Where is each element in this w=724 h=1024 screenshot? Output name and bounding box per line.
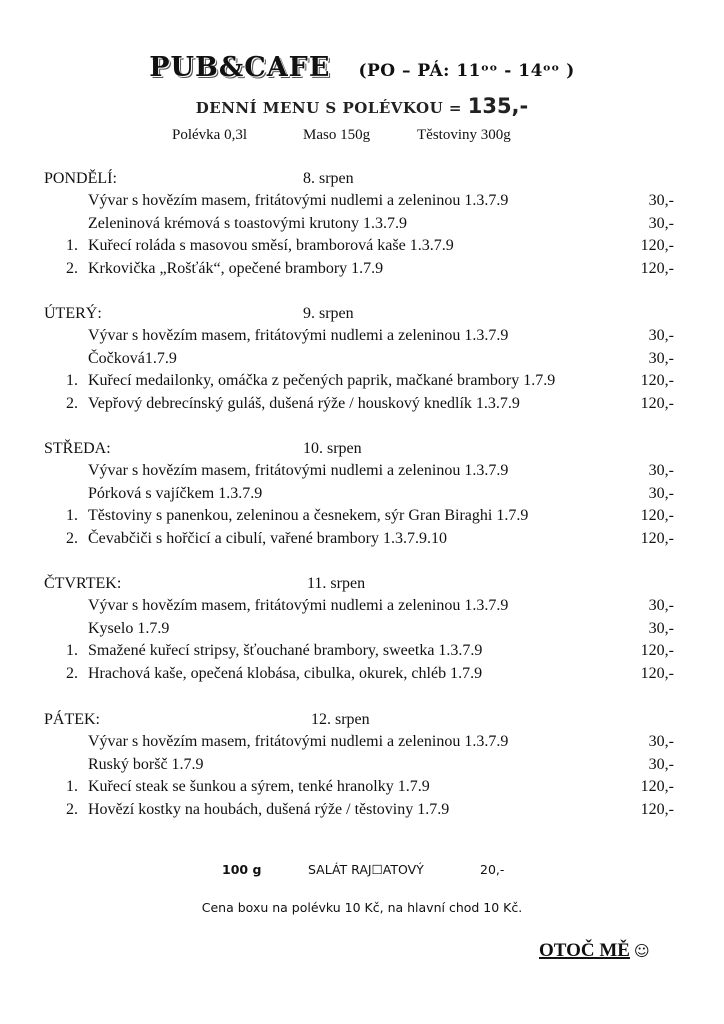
- menu-item: [0, 260, 724, 283]
- menu-item: [0, 327, 724, 350]
- subtitle-row: [0, 94, 724, 118]
- item-dish: Pórková s vajíčkem 1.3.7.9: [88, 484, 263, 502]
- menu-item: [0, 778, 724, 801]
- menu-item: [0, 462, 724, 485]
- menu-item: [0, 597, 724, 620]
- item-number: 1.: [66, 642, 78, 659]
- item-price: 120,-: [640, 642, 674, 659]
- daily-menu-price: 135,-: [467, 94, 529, 118]
- item-dish: Krkovička „Rošťák“, opečené brambory 1.7.9: [88, 259, 384, 277]
- day-date: 9. srpen: [303, 305, 354, 322]
- item-dish: Vývar s hovězím masem, fritátovými nudlemi a zeleninou 1.3.7.9: [88, 733, 509, 750]
- item-price: 30,-: [648, 733, 674, 750]
- item-dish: Vývar s hovězím masem, fritátovými nudlemi a zeleninou 1.3.7.9: [88, 462, 509, 479]
- item-dish: Hovězí kostky na houbách, dušená rýže / těstoviny 1.7.9: [88, 800, 450, 818]
- day-name: PÁTEK:: [44, 711, 100, 728]
- menu-item: [0, 237, 724, 260]
- item-dish: Kyselo 1.7.9: [88, 619, 170, 637]
- item-price: 30,-: [648, 327, 674, 344]
- menu-item: [0, 642, 724, 665]
- day-section-friday: [0, 711, 724, 823]
- smiley-icon: ☺: [633, 942, 650, 960]
- item-price: 120,-: [640, 529, 674, 547]
- menu-item: [0, 507, 724, 530]
- menu-item: [0, 620, 724, 643]
- menu-item: [0, 485, 724, 508]
- turn-over-label: OTOČ MĚ: [539, 940, 630, 961]
- menu-item: [0, 372, 724, 395]
- day-date: 12. srpen: [311, 711, 370, 728]
- day-section-monday: [0, 170, 724, 282]
- portion-meat: Maso 150g: [303, 127, 371, 143]
- item-number: 1.: [66, 237, 78, 254]
- portion-pasta: Těstoviny 300g: [417, 127, 511, 143]
- opening-hours: (PO – PÁ: 11ᵒᵒ - 14ᵒᵒ ): [358, 61, 575, 81]
- item-dish: Kuřecí steak se šunkou a sýrem, tenké hranolky 1.7.9: [88, 778, 430, 795]
- title-row: [0, 52, 724, 83]
- item-price: 30,-: [648, 349, 674, 367]
- portion-soup: Polévka 0,3l: [172, 127, 247, 143]
- day-name: PONDĚLÍ:: [44, 170, 117, 187]
- item-price: 120,-: [640, 259, 674, 277]
- day-section-thursday: [0, 575, 724, 687]
- item-price: 30,-: [648, 192, 674, 209]
- salad-price: 20,-: [480, 862, 505, 877]
- item-dish: Kuřecí medailonky, omáčka z pečených paprik, mačkané brambory 1.7.9: [88, 372, 556, 389]
- item-dish: Ruský boršč 1.7.9: [88, 755, 204, 773]
- menu-item: [0, 395, 724, 418]
- menu-item: [0, 530, 724, 553]
- day-section-wednesday: [0, 440, 724, 552]
- item-number: 1.: [66, 372, 78, 389]
- item-price: 120,-: [640, 664, 674, 682]
- item-price: 30,-: [648, 619, 674, 637]
- item-price: 30,-: [648, 484, 674, 502]
- item-number: 2.: [66, 800, 78, 818]
- item-price: 120,-: [640, 394, 674, 412]
- item-dish: Smažené kuřecí stripsy, šťouchané brambory, sweetka 1.3.7.9: [88, 642, 483, 659]
- item-number: 2.: [66, 259, 78, 277]
- item-dish: Vývar s hovězím masem, fritátovými nudlemi a zeleninou 1.3.7.9: [88, 192, 509, 209]
- item-number: 2.: [66, 529, 78, 547]
- item-price: 30,-: [648, 755, 674, 773]
- day-date: 10. srpen: [303, 440, 362, 457]
- page-title: PUB&CAFE: [149, 52, 331, 83]
- salad-name: SALÁT RAJ☐ATOVÝ: [308, 862, 424, 877]
- item-number: 2.: [66, 664, 78, 682]
- turn-over-note: [539, 940, 650, 962]
- menu-item: [0, 215, 724, 238]
- day-section-tuesday: [0, 305, 724, 417]
- item-price: 120,-: [640, 507, 674, 524]
- item-number: 2.: [66, 394, 78, 412]
- menu-item: [0, 192, 724, 215]
- item-dish: Hrachová kaše, opečená klobása, cibulka, okurek, chléb 1.7.9: [88, 664, 483, 682]
- item-dish: Vepřový debrecínský guláš, dušená rýže / houskový knedlík 1.3.7.9: [88, 394, 520, 412]
- day-date: 8. srpen: [303, 170, 354, 187]
- menu-item: [0, 801, 724, 824]
- item-price: 30,-: [648, 597, 674, 614]
- item-dish: Čočková1.7.9: [88, 349, 177, 367]
- day-name: ÚTERÝ:: [44, 305, 102, 322]
- menu-item: [0, 665, 724, 688]
- item-price: 120,-: [640, 237, 674, 254]
- item-number: 1.: [66, 507, 78, 524]
- item-number: 1.: [66, 778, 78, 795]
- item-price: 120,-: [640, 778, 674, 795]
- salad-weight: 100 g: [222, 862, 262, 877]
- item-dish: Kuřecí roláda s masovou směsí, bramborová kaše 1.3.7.9: [88, 237, 454, 254]
- menu-item: [0, 733, 724, 756]
- item-price: 30,-: [648, 462, 674, 479]
- day-name: ČTVRTEK:: [44, 575, 122, 592]
- day-name: STŘEDA:: [44, 440, 111, 457]
- item-dish: Těstoviny s panenkou, zeleninou a česnekem, sýr Gran Biraghi 1.7.9: [88, 507, 529, 524]
- item-dish: Vývar s hovězím masem, fritátovými nudlemi a zeleninou 1.3.7.9: [88, 327, 509, 344]
- item-price: 120,-: [640, 372, 674, 389]
- item-dish: Čevabčiči s hořčicí a cibulí, vařené brambory 1.3.7.9.10: [88, 529, 447, 547]
- item-dish: Vývar s hovězím masem, fritátovými nudlemi a zeleninou 1.3.7.9: [88, 597, 509, 614]
- item-price: 120,-: [640, 800, 674, 818]
- day-date: 11. srpen: [307, 575, 366, 592]
- item-price: 30,-: [648, 214, 674, 232]
- box-price-note: Cena boxu na polévku 10 Kč, na hlavní chod 10 Kč.: [201, 900, 523, 915]
- item-dish: Zeleninová krémová s toastovými krutony 1.3.7.9: [88, 214, 408, 232]
- daily-menu-subtitle: DENNÍ MENU S POLÉVKOU =: [195, 99, 468, 117]
- menu-item: [0, 756, 724, 779]
- menu-item: [0, 350, 724, 373]
